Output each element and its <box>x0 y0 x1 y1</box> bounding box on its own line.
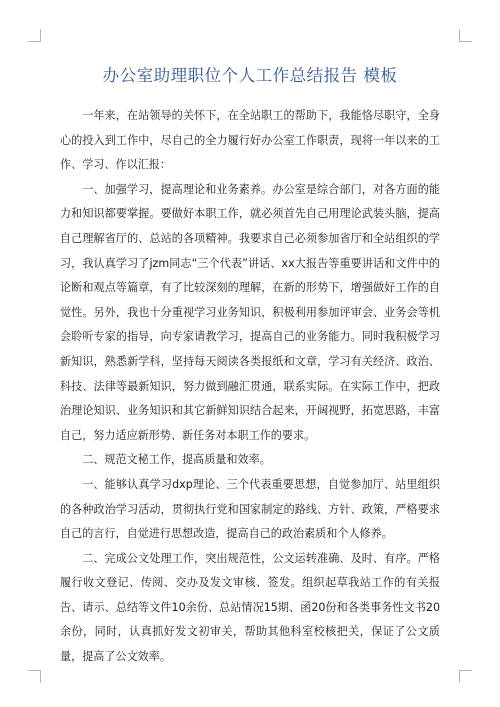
page-corner-mark-bottom-right <box>459 670 472 683</box>
document-title: 办公室助理职位个人工作总结报告 模板 <box>102 66 398 85</box>
document-body <box>60 104 440 670</box>
paragraph-political-study: 一、能够认真学习dxp理论、三个代表重要思想，自觉参加厅、站里组织的各种政治学习活动，贯彻执行党和国家制定的路线、方针、政策，严格要求自己的言行，自觉进行思想改造，提高自己的政治素质和个人修养。 <box>60 477 440 541</box>
paragraph-document-processing: 二、完成公文处理工作，突出规范性，公文运转准确、及时、有序。严格履行收文登记、传阅、交办及发文审核、签发。组织起草我站工作的有关报告、请示、总结等文件10余份、总站情况15期、函20份和各类事务性文书20余份，同时，认真抓好发文初审关，帮助其他科室校核把关，保证了公文质量，提高了公文效率。 <box>60 551 440 664</box>
page-corner-mark-bottom-left <box>28 670 41 683</box>
paragraph-secretarial-heading: 二、规范文秘工作，提高质量和效率。 <box>82 453 271 467</box>
paragraph-intro: 一年来，在站领导的关怀下，在全站职工的帮助下，我能恪尽职守，全身心的投入到工作中，尽自己的全力履行好办公室工作职责，现将一年以来的工作、学习、作以汇报： <box>60 109 440 172</box>
paragraph-study: 一、加强学习，提高理论和业务素养。办公室是综合部门，对各方面的能力和知识都要掌握。要做好本职工作，就必须首先自己用理论武装头脑，提高自己理解省厅的、总站的各项精神。我要求自己必须参加省厅和全站组织的学习，我认真学习了jzm同志“三个代表”讲话、xx大报告等重要讲话和文件中的论断和观点等篇章，有了比较深刻的理解，在新的形势下，增强做好工作的自觉性。另外，我也十分重视学习业务知识，积极利用参加评审会、业务会等机会聆听专家的指导，向专家请教学习，提高自己的业务能力。同时我积极学习新知识，熟悉新学科，坚持每天阅读各类报纸和文章，学习有关经济、政治、科技、法律等最新知识，努力做到融汇贯通，联系实际。在实际工作中，把政治理论知识、业务知识和其它新鲜知识结合起来，开阔视野，拓宽思路，丰富自己，努力适应新形势、新任务对本职工作的要求。 <box>60 182 440 442</box>
page-corner-mark-top-left <box>28 29 41 42</box>
page-corner-mark-top-right <box>459 29 472 42</box>
